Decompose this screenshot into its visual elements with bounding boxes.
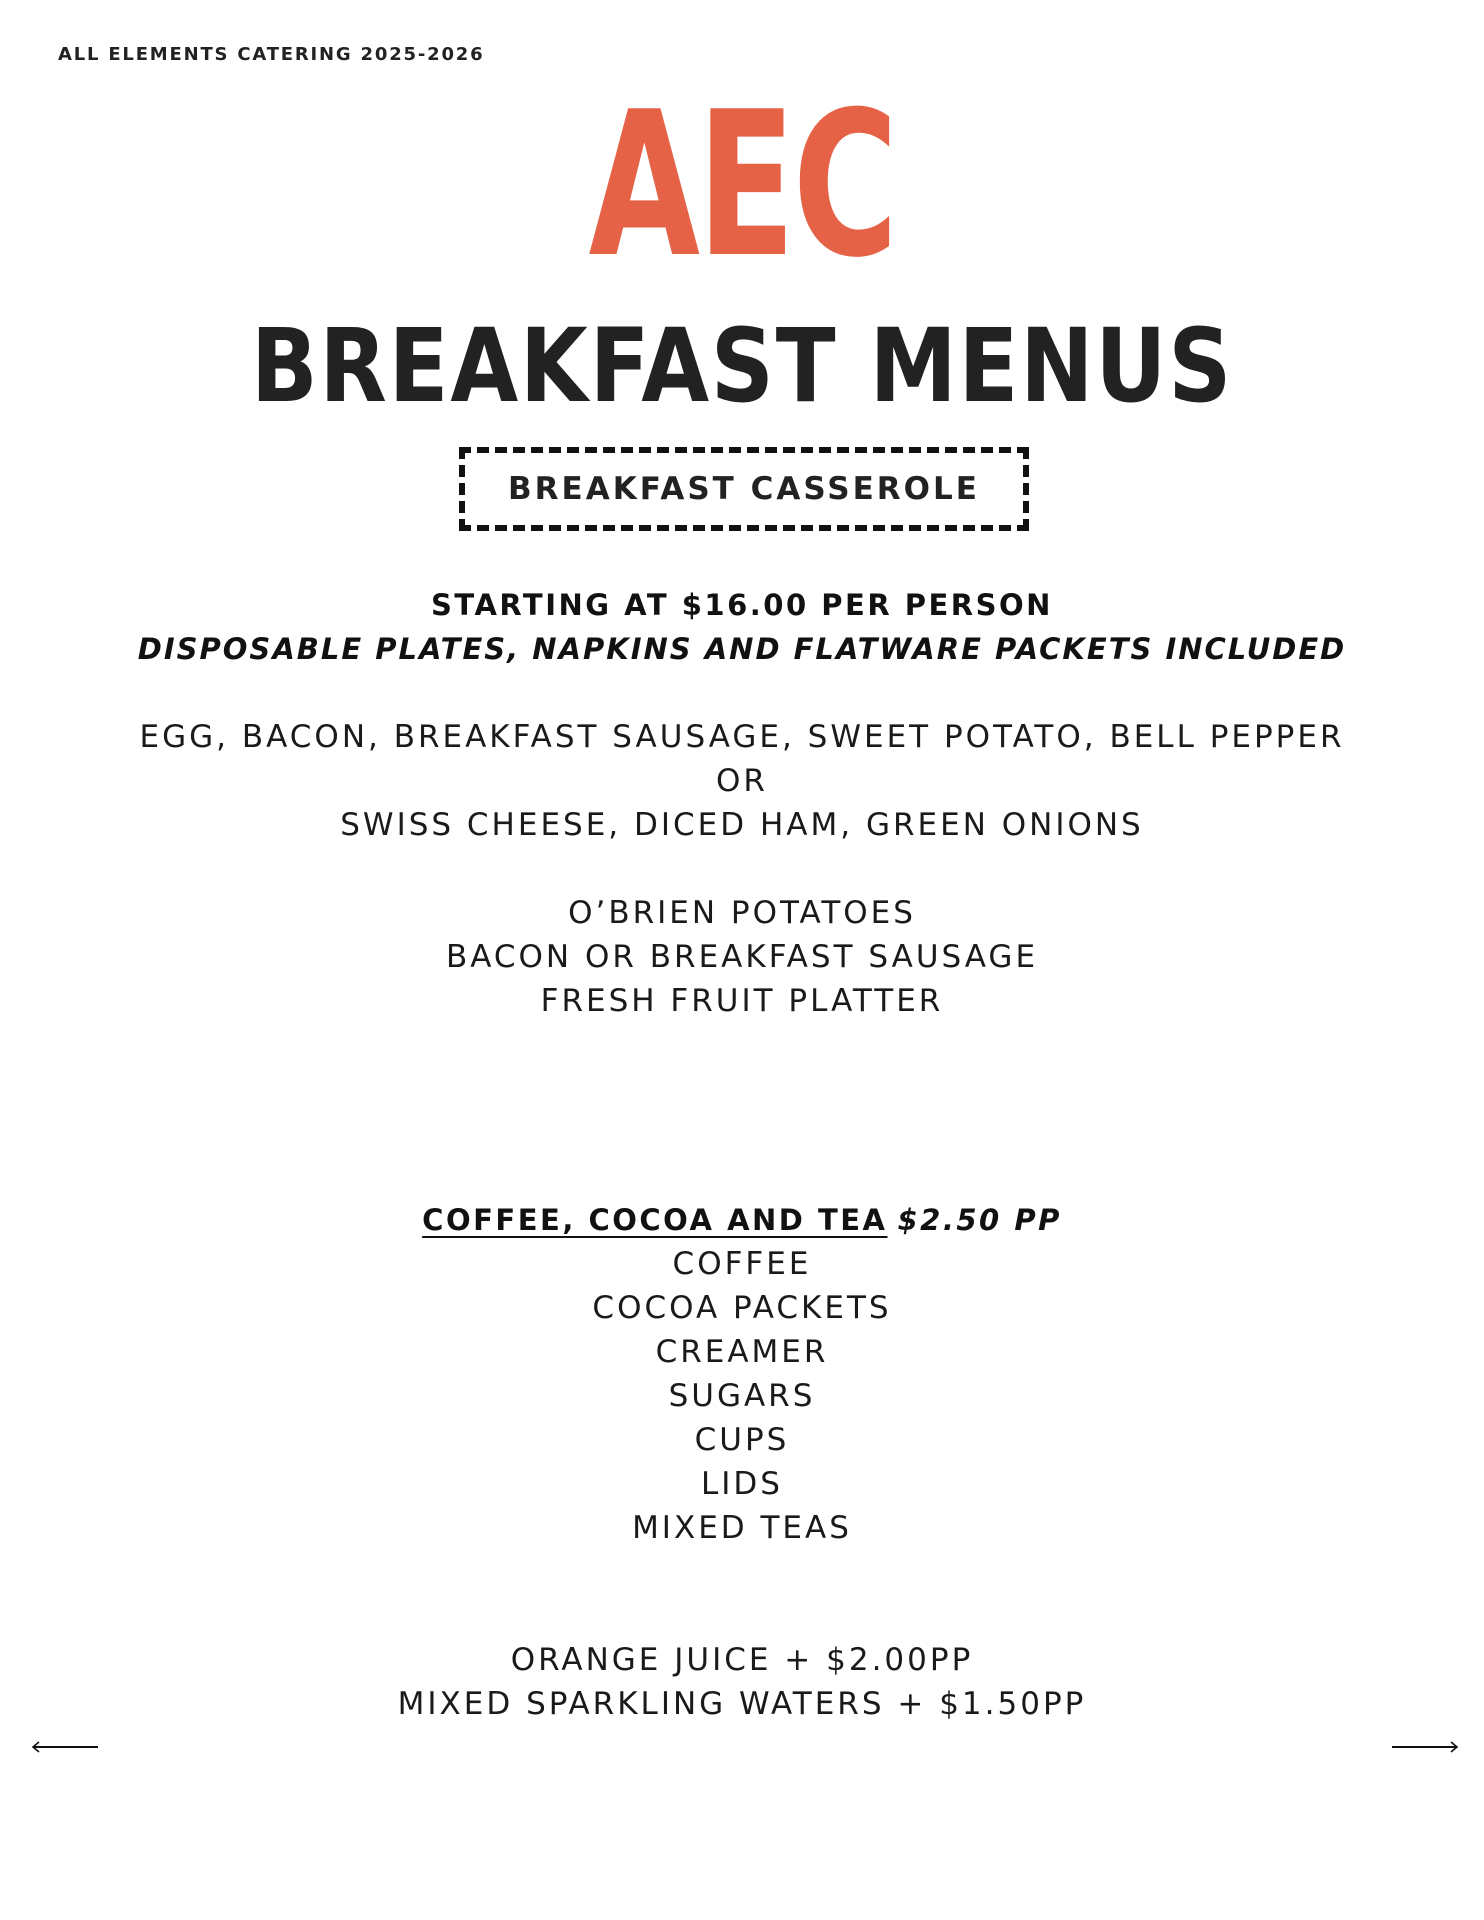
beverage-item: CREAMER [655, 1334, 829, 1370]
section-heading-box [459, 447, 1029, 531]
add-on-item: ORANGE JUICE + $2.00PP [510, 1642, 974, 1678]
side-item: O’BRIEN POTATOES [568, 895, 916, 931]
add-on-item: MIXED SPARKLING WATERS + $1.50PP [397, 1686, 1087, 1722]
beverage-item: LIDS [701, 1466, 783, 1502]
starting-price: STARTING AT $16.00 PER PERSON [431, 588, 1053, 622]
beverage-heading: COFFEE, COCOA AND TEA [422, 1203, 888, 1237]
beverage-heading-line [0, 1198, 1484, 1242]
casserole-option-2: SWISS CHEESE, DICED HAM, GREEN ONIONS [340, 807, 1144, 843]
beverage-item: COFFEE [672, 1246, 812, 1282]
section-heading: BREAKFAST CASSEROLE [508, 471, 980, 507]
aec-logo: AEC [588, 69, 896, 302]
beverage-item: COCOA PACKETS [592, 1290, 892, 1326]
catering-header-label: ALL ELEMENTS CATERING 2025-2026 [58, 44, 485, 65]
arrow-right-icon[interactable] [1392, 1740, 1460, 1754]
beverage-item: MIXED TEAS [632, 1510, 852, 1546]
casserole-or: OR [716, 763, 768, 799]
side-item: FRESH FRUIT PLATTER [540, 983, 944, 1019]
beverage-price: $2.50 PP [897, 1203, 1062, 1237]
included-note: DISPOSABLE PLATES, NAPKINS AND FLATWARE PACKETS INCLUDED [137, 632, 1347, 666]
side-item: BACON OR BREAKFAST SAUSAGE [445, 939, 1039, 975]
casserole-option-1: EGG, BACON, BREAKFAST SAUSAGE, SWEET POTATO, BELL PEPPER [139, 719, 1345, 755]
beverage-item: SUGARS [668, 1378, 816, 1414]
beverage-item: CUPS [694, 1422, 790, 1458]
arrow-left-icon[interactable] [30, 1740, 98, 1754]
page-title: BREAKFAST MENUS [250, 307, 1234, 426]
